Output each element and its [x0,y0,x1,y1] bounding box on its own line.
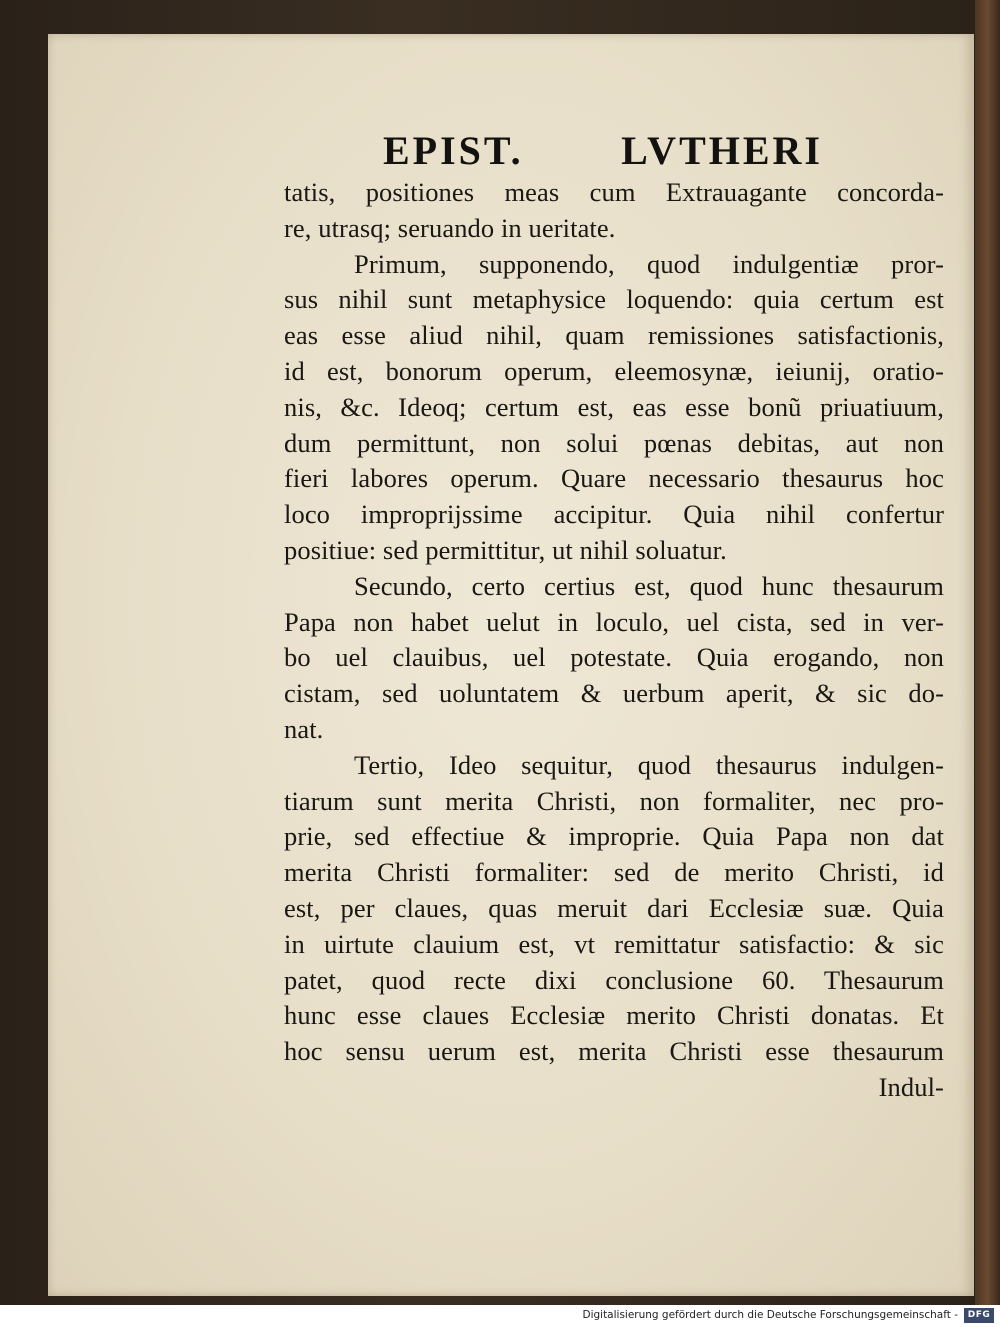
funding-credit: Digitalisierung gefördert durch die Deutsche Forschungsgemeinschaft - [582,1309,958,1321]
text-line: eas esse aliud nihil, quam remissiones satisfactionis, [284,320,944,351]
book-spine-edge [975,0,1000,1305]
text-line: re, utrasq; seruando in ueritate. [284,212,616,243]
digitization-footer [0,1305,1000,1327]
text-line: tiarum sunt merita Christi, non formaliter, nec pro- [284,785,944,816]
text-line: Papa non habet uelut in loculo, uel cista, sed in ver- [284,606,944,637]
header-left: EPIST. [383,127,524,173]
body-text [284,175,944,1106]
dfg-logo: DFG [964,1308,994,1323]
text-line: nat. [284,713,324,744]
text-line: cistam, sed uoluntatem & uerbum aperit, & sic do- [284,678,944,709]
text-line: loco improprijssime accipitur. Quia nihil confertur [284,499,944,530]
text-line: dum permittunt, non solui pœnas debitas, aut non [284,427,944,458]
text-line: merita Christi formaliter: sed de merito Christi, id [284,857,944,888]
text-line: in uirtute clauium est, vt remittatur satisfactio: & sic [284,928,944,959]
text-line: bo uel clauibus, uel potestate. Quia erogando, non [284,642,944,673]
text-line: fieri labores operum. Quare necessario thesaurus hoc [284,463,944,494]
text-line: hoc sensu uerum est, merita Christi esse thesaurum [284,1036,944,1067]
header-right: LVTHERI [621,127,823,173]
text-line: est, per claues, quas meruit dari Ecclesiæ suæ. Quia [284,892,944,923]
running-header [383,125,823,175]
text-line: prie, sed effectiue & improprie. Quia Papa non dat [284,821,944,852]
text-line: Tertio, Ideo sequitur, quod thesaurus indulgen- [354,749,944,780]
catchword: Indul- [878,1071,944,1102]
text-line: tatis, positiones meas cum Extrauagante concorda- [284,177,944,207]
text-line: patet, quod recte dixi conclusione 60. Thesaurum [284,964,944,995]
text-line: sus nihil sunt metaphysice loquendo: quia certum est [284,284,944,315]
text-line: Secundo, certo certius est, quod hunc thesaurum [354,570,944,601]
text-line: Primum, supponendo, quod indulgentiæ pror- [354,248,944,279]
text-line: id est, bonorum operum, eleemosynæ, ieiunij, oratio- [284,355,944,386]
text-line: nis, &c. Ideoq; certum est, eas esse bonũ priuatiuum, [284,391,944,422]
text-line: hunc esse claues Ecclesiæ merito Christi donatas. Et [284,1000,944,1031]
text-line: positiue: sed permittitur, ut nihil soluatur. [284,534,727,565]
